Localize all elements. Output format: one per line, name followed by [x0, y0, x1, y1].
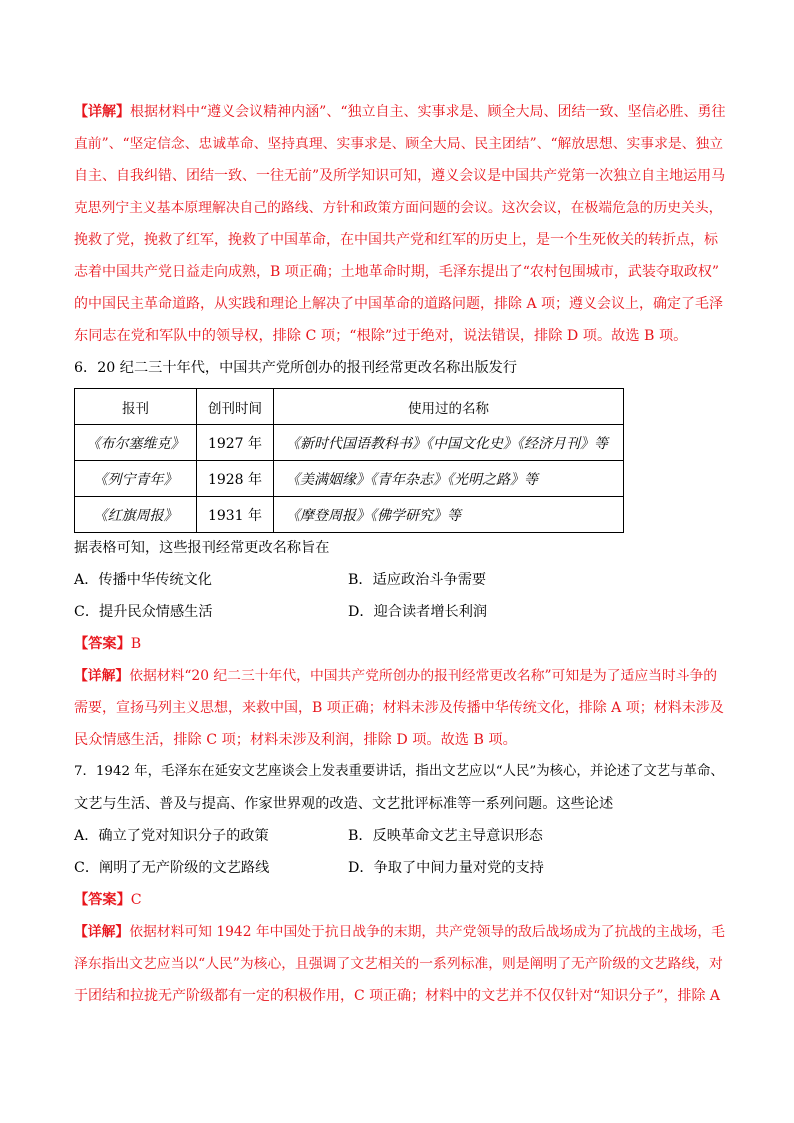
table-cell-name: 《布尔塞维克》 [75, 425, 197, 461]
q7-option-a: A．确立了党对知识分子的政策 [74, 828, 269, 844]
q6-option-d: D．迎合读者增长利润 [348, 604, 488, 620]
table-header-row [75, 389, 624, 425]
q5-detail-line-7: 的中国民主革命道路，从实践和理论上解决了中国革命的道路问题，排除 A 项；遵义会议上，确定了毛泽 [74, 296, 724, 312]
q6-table [74, 388, 624, 533]
q7-stem-line-2: 文艺与生活、普及与提高、作家世界观的改造、文艺批评标准等一系列问题。这些论述 [74, 796, 614, 812]
q5-detail-line-5: 挽救了党，挽救了红军，挽救了中国革命，在中国共产党和红军的历史上，是一个生死攸关的转折点，标 [74, 232, 718, 248]
detail-tag: 【详解】 [74, 104, 130, 120]
table-cell-name: 《列宁青年》 [75, 461, 197, 497]
q7-detail-line-3: 于团结和拉拢无产阶级都有一定的积极作用，C 项正确；材料中的文艺并不仅仅针对“知识分子”，排除 A [74, 988, 721, 1004]
table-row [75, 497, 624, 533]
detail-tag: 【详解】 [74, 668, 130, 684]
table-row [75, 461, 624, 497]
q5-detail-line-4: 克思列宁主义基本原理解决自己的路线、方针和政策方面问题的会议。这次会议，在极端危急的历史关头， [74, 200, 723, 216]
q7-detail-line-1: 【详解】依据材料可知 1942 年中国处于抗日战争的末期，共产党领导的敌后战场成为了抗战的主战场，毛 [74, 924, 725, 940]
answer-value: C [130, 892, 142, 908]
table-header-cell: 创刊时间 [197, 389, 274, 425]
q7-stem-line-1: 7．1942 年，毛泽东在延安文艺座谈会上发表重要讲话，指出文艺应以“人民”为核心，并论述了文艺与革命、 [74, 764, 724, 779]
table-header-cell: 报刊 [75, 389, 197, 425]
q6-stem: 6．20 纪二三十年代，中国共产党所创办的报刊经常更改名称出版发行 [74, 360, 518, 376]
q6-option-b: B．适应政治斗争需要 [348, 572, 487, 588]
q6-detail-line-2: 需要，宣扬马列主义思想，来救中国，B 项正确；材料未涉及传播中华传统文化，排除 A 项；材料未涉及 [74, 700, 724, 716]
table-cell-year: 1928 年 [197, 461, 274, 497]
q5-detail-line-6: 志着中国共产党日益走向成熟，B 项正确；土地革命时期，毛泽东提出了“农村包围城市，武装夺取政权” [74, 264, 720, 280]
detail-tag: 【详解】 [74, 924, 130, 940]
q6-detail-line-3: 民众情感生活，排除 C 项；材料未涉及利润，排除 D 项。故选 B 项。 [74, 732, 517, 748]
q6-question: 据表格可知，这些报刊经常更改名称旨在 [74, 540, 330, 556]
answer-value: B [130, 636, 142, 652]
q7-option-d: D．争取了中间力量对党的支持 [348, 860, 544, 876]
q6-option-a: A．传播中华传统文化 [74, 572, 212, 588]
q6-option-c: C．提升民众情感生活 [74, 604, 213, 620]
table-cell-aliases: 《摩登周报》《佛学研究》等 [274, 497, 624, 533]
table-cell-aliases: 《美满姻缘》《青年杂志》《光明之路》等 [274, 461, 624, 497]
q7-answer [74, 884, 142, 916]
q7-option-b: B．反映革命文艺主导意识形态 [348, 828, 543, 844]
q7-detail-line-2: 泽东指出文艺应当以“人民”为核心，且强调了文艺相关的一系列标准，则是阐明了无产阶级的文艺路线，对 [74, 956, 723, 972]
q5-detail-line-1: 【详解】根据材料中“遵义会议精神内涵”、“独立自主、实事求是、顾全大局、团结一致、坚信必胜、勇往 [74, 104, 726, 120]
answer-tag: 【答案】 [74, 892, 131, 908]
q5-detail-line-3: 自主、自我纠错、团结一致、一往无前”及所学知识可知，遵义会议是中国共产党第一次独立自主地运用马 [74, 168, 726, 184]
table-row [75, 425, 624, 461]
q5-detail-line-8: 东同志在党和军队中的领导权，排除 C 项；“根除”过于绝对，说法错误，排除 D 项。故选 B 项。 [74, 328, 688, 344]
answer-tag: 【答案】 [74, 636, 131, 652]
q7-option-c: C．阐明了无产阶级的文艺路线 [74, 860, 270, 876]
table-cell-year: 1931 年 [197, 497, 274, 533]
q5-detail-line-2: 直前”、“坚定信念、忠诚革命、坚持真理、实事求是、顾全大局、民主团结”、“解放思想、实事求是、独立 [74, 136, 724, 152]
table-header-cell: 使用过的名称 [274, 389, 624, 425]
q6-detail-line-1: 【详解】依据材料“20 纪二三十年代，中国共产党所创办的报刊经常更改名称”可知是为了适应当时斗争的 [74, 668, 718, 684]
table-cell-aliases: 《新时代国语教科书》《中国文化史》《经济月刊》等 [274, 425, 624, 461]
q6-answer [74, 628, 141, 660]
table-cell-year: 1927 年 [197, 425, 274, 461]
table-cell-name: 《红旗周报》 [75, 497, 197, 533]
